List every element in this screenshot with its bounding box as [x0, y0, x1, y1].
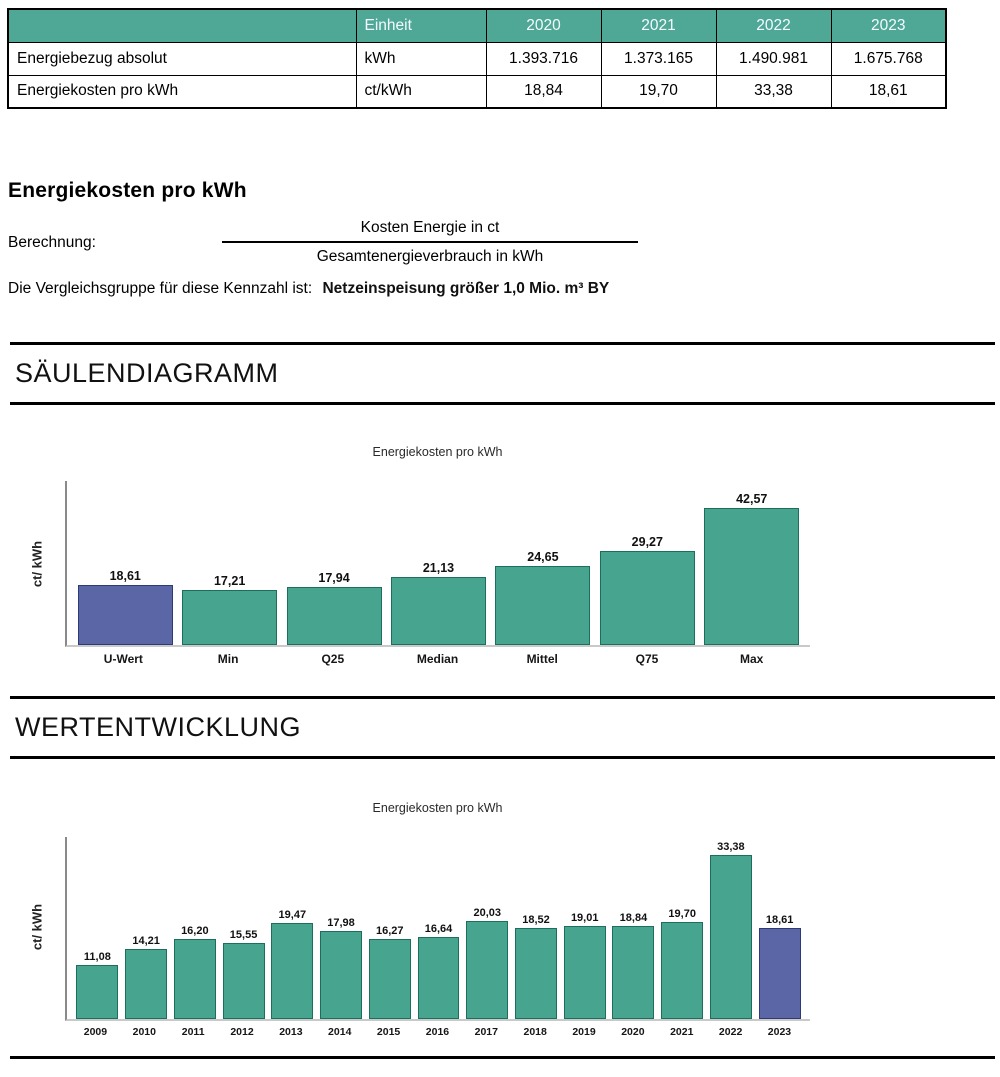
bar-column: [707, 841, 756, 1019]
saeulendiagramm-chart: [29, 445, 810, 666]
bar-column: [560, 912, 609, 1020]
bar-column: [755, 914, 804, 1020]
bar: [418, 937, 460, 1019]
row-label: Energiebezug absolut: [8, 42, 356, 75]
bar: [612, 926, 654, 1019]
x-tick-label: 2013: [279, 1026, 303, 1038]
bar: [710, 855, 752, 1019]
x-tick-label: Mittel: [526, 652, 558, 666]
bar: [466, 921, 508, 1020]
bar-value-label: 18,61: [765, 913, 794, 926]
table-header-2021: 2021: [601, 9, 716, 42]
x-tick-label: 2010: [132, 1026, 156, 1038]
bar-column: [658, 908, 707, 1019]
x-tick-label: U-Wert: [103, 652, 143, 666]
bar-value-label: 29,27: [631, 534, 663, 549]
table-cell: 1.490.981: [716, 42, 831, 75]
bar-value-label: 16,27: [376, 925, 404, 937]
page-bottom-divider: [10, 1056, 995, 1059]
table-header-empty: [8, 9, 356, 42]
table-cell: 33,38: [716, 75, 831, 108]
bar-column: [386, 561, 490, 645]
bar-value-label: 15,55: [229, 928, 258, 941]
x-tick-label: 2021: [670, 1026, 694, 1038]
section-divider: [10, 756, 995, 759]
x-tick-label: Q25: [321, 652, 345, 666]
bar-column: [700, 492, 804, 645]
table-cell: 1.393.716: [486, 42, 601, 75]
bar-value-label: 19,01: [570, 911, 599, 924]
x-tick-label: Median: [416, 652, 459, 666]
x-tick-label: 2009: [83, 1026, 108, 1038]
bar-value-label: 24,65: [527, 549, 559, 564]
berechnung-label: Berechnung:: [8, 233, 96, 251]
section-title-saeulendiagramm: SÄULENDIAGRAMM: [15, 358, 279, 388]
section-divider: [10, 402, 995, 405]
bar-value-label: 42,57: [736, 492, 768, 507]
bar-value-label: 33,38: [717, 840, 745, 853]
bar: [223, 943, 265, 1020]
table-row: [8, 75, 946, 108]
vergleichsgruppe-text: [8, 280, 1000, 298]
x-axis-ticks: [65, 1026, 810, 1038]
x-tick-label: Min: [217, 652, 239, 666]
table-header-2020: 2020: [486, 9, 601, 42]
bar-column: [463, 907, 512, 1020]
bar: [287, 587, 382, 645]
bar-column: [177, 574, 281, 645]
table-cell: 18,61: [831, 75, 946, 108]
bar-value-label: 18,52: [522, 913, 550, 926]
berechnung-block: [8, 219, 1000, 266]
bar-value-label: 21,13: [422, 561, 455, 576]
section-divider: [10, 342, 995, 345]
bar-value-label: 16,20: [181, 925, 209, 938]
bar: [174, 939, 216, 1019]
x-tick-label: 2011: [181, 1026, 205, 1038]
chart-title: Energiekosten pro kWh: [372, 801, 503, 815]
table-cell: 1.373.165: [601, 42, 716, 75]
table-cell: 1.675.768: [831, 42, 946, 75]
bar-value-label: 17,94: [318, 571, 350, 586]
section-title-wertentwicklung: WERTENTWICKLUNG: [15, 712, 302, 742]
x-tick-label: Q75: [635, 652, 659, 666]
table-row: [8, 42, 946, 75]
x-axis-ticks: [65, 652, 810, 666]
table-header-einheit: Einheit: [356, 9, 486, 42]
bar: [320, 931, 362, 1019]
bar-value-label: 17,98: [327, 916, 355, 929]
bar: [391, 577, 486, 645]
highlight-bar: [759, 928, 801, 1020]
table-cell: 19,70: [601, 75, 716, 108]
formula-fraction: [222, 219, 638, 266]
bar-value-label: 18,61: [109, 569, 141, 584]
bar-value-label: 16,64: [424, 923, 453, 936]
table-header-row: [8, 9, 946, 42]
x-tick-label: 2016: [425, 1026, 450, 1038]
bar-column: [491, 550, 595, 645]
x-tick-label: 2023: [767, 1026, 792, 1038]
vergleichsgruppe-label: Die Vergleichsgruppe für diese Kennzahl ist:: [8, 280, 313, 297]
plot-wrap: [29, 481, 810, 666]
bar-column: [73, 569, 177, 645]
highlight-bar: [78, 585, 173, 645]
bar-column: [122, 935, 171, 1019]
bar-value-label: 17,21: [213, 573, 246, 588]
x-tick-label: 2015: [376, 1026, 401, 1038]
bar: [369, 939, 411, 1019]
kennzahl-title: Energiekosten pro kWh: [8, 179, 247, 202]
formula-numerator: Kosten Energie in ct: [222, 219, 638, 243]
bar-column: [365, 925, 414, 1019]
bar-value-label: 14,21: [132, 935, 160, 948]
x-tick-label: 2012: [230, 1026, 254, 1038]
bar-column: [73, 951, 122, 1020]
bar: [564, 926, 606, 1020]
x-tick-label: 2019: [572, 1026, 596, 1038]
plot-area: [65, 481, 810, 647]
table-cell: 18,84: [486, 75, 601, 108]
bar: [125, 949, 167, 1019]
bar-value-label: 19,70: [668, 908, 696, 921]
bar-column: [268, 909, 317, 1019]
bar: [271, 923, 313, 1019]
x-tick-label: 2022: [718, 1026, 743, 1038]
energy-values-table: [7, 8, 947, 109]
bar-column: [595, 535, 699, 645]
vergleichsgruppe-value: Netzeinspeisung größer 1,0 Mio. m³ BY: [322, 280, 610, 297]
bar-column: [317, 917, 366, 1019]
bar: [704, 508, 799, 645]
formula-denominator: Gesamtenergieverbrauch in kWh: [316, 248, 544, 265]
bar: [76, 965, 118, 1020]
plot-area: [65, 837, 810, 1021]
y-axis-label: ct/ kWh: [29, 541, 45, 588]
table-header-2023: 2023: [831, 9, 946, 42]
bar: [182, 590, 277, 645]
x-tick-label: 2020: [621, 1026, 645, 1038]
y-axis-label: ct/ kWh: [29, 904, 45, 951]
bar-column: [512, 914, 561, 1019]
plot-wrap: [29, 837, 810, 1038]
bar-column: [170, 925, 219, 1019]
bar-value-label: 18,84: [619, 912, 648, 925]
bar-column: [414, 923, 463, 1019]
wertentwicklung-chart: [29, 801, 810, 1038]
bar-column: [609, 912, 658, 1019]
section-divider: [10, 696, 995, 699]
bar-value-label: 11,08: [83, 950, 111, 963]
table-header-2022: 2022: [716, 9, 831, 42]
bar: [600, 551, 695, 645]
row-unit: kWh: [356, 42, 486, 75]
bar-column: [219, 929, 268, 1020]
bar: [515, 928, 557, 1019]
bar-value-label: 19,47: [278, 909, 307, 922]
bar: [661, 922, 703, 1019]
bar-column: [282, 571, 386, 645]
chart-title: Energiekosten pro kWh: [372, 445, 503, 459]
x-tick-label: Max: [740, 652, 764, 666]
x-tick-label: 2018: [523, 1026, 547, 1038]
row-unit: ct/kWh: [356, 75, 486, 108]
x-tick-label: 2017: [474, 1026, 498, 1038]
bar: [495, 566, 590, 645]
bar-value-label: 20,03: [473, 906, 501, 919]
row-label: Energiekosten pro kWh: [8, 75, 356, 108]
x-tick-label: 2014: [328, 1026, 352, 1038]
